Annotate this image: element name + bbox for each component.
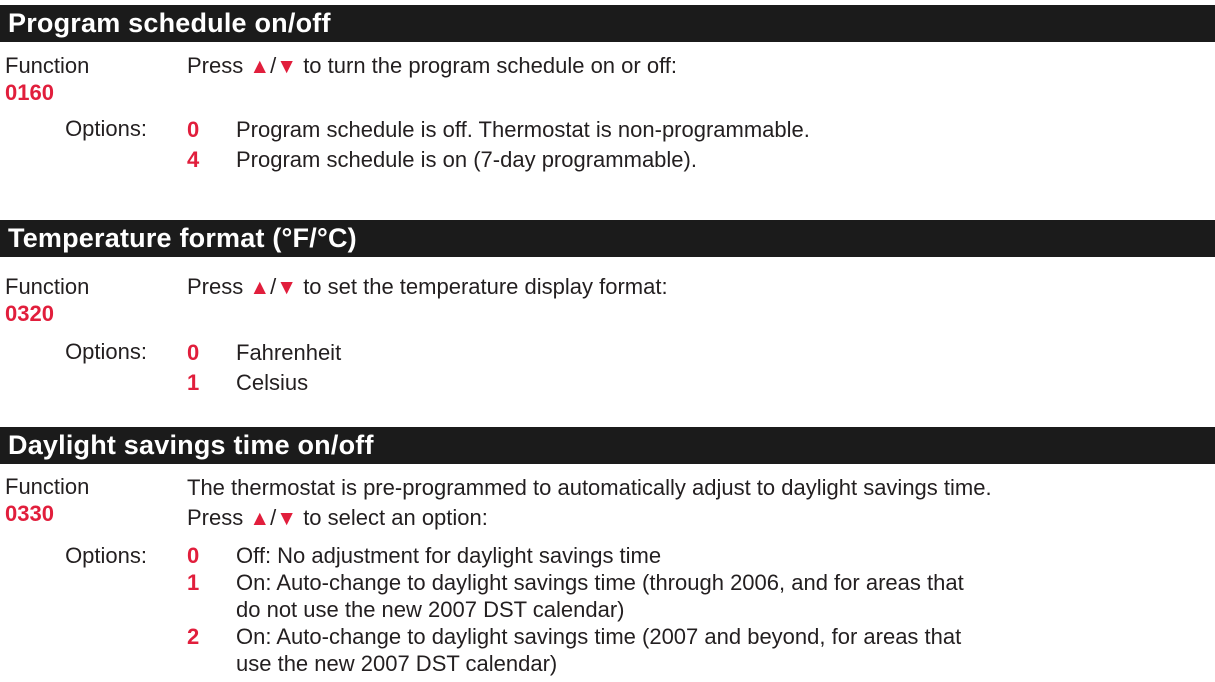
options-list	[187, 115, 1215, 175]
press-instruction	[187, 503, 1215, 534]
arrow-slash: /	[270, 53, 277, 78]
option-row	[187, 569, 1215, 623]
down-arrow-icon: ▼	[276, 276, 298, 299]
options-block	[0, 542, 1215, 677]
options-label: Options:	[65, 339, 147, 364]
option-row	[187, 338, 1215, 368]
press-prefix: Press	[187, 505, 250, 530]
up-arrow-icon: ▲	[249, 55, 271, 78]
option-value: 4	[187, 147, 200, 172]
option-text	[236, 145, 1215, 175]
option-row	[187, 368, 1215, 398]
section-daylight-savings	[0, 427, 1215, 677]
function-column	[0, 473, 187, 534]
function-label: Function	[5, 274, 90, 299]
function-code: 0160	[5, 80, 54, 105]
option-text	[236, 542, 1215, 569]
section-body	[0, 464, 1215, 677]
option-row	[187, 115, 1215, 145]
function-code: 0330	[5, 501, 54, 526]
function-column	[0, 273, 187, 327]
option-text	[236, 338, 1215, 368]
intro-line: The thermostat is pre-programmed to automatically adjust to daylight savings time.	[187, 475, 992, 500]
press-suffix: to set the temperature display format:	[297, 274, 668, 299]
option-text-line: On: Auto-change to daylight savings time (through 2006, and for areas that	[236, 570, 964, 595]
function-row	[0, 273, 1215, 327]
press-suffix: to select an option:	[297, 505, 488, 530]
function-label: Function	[5, 474, 90, 499]
options-block	[0, 338, 1215, 398]
press-instruction	[187, 52, 1215, 80]
arrow-slash: /	[270, 274, 277, 299]
down-arrow-icon: ▼	[276, 507, 298, 530]
options-block	[0, 115, 1215, 175]
option-row	[187, 623, 1215, 677]
section-title: Temperature format (°F/°C)	[8, 223, 357, 253]
option-value: 1	[187, 570, 200, 595]
options-label: Options:	[65, 543, 147, 568]
option-text-line: Program schedule is on (7-day programmable).	[236, 147, 697, 172]
options-list	[187, 338, 1215, 398]
description-column	[187, 52, 1215, 106]
option-text-line: use the new 2007 DST calendar)	[236, 651, 558, 676]
option-row	[187, 145, 1215, 175]
section-title: Program schedule on/off	[8, 8, 331, 38]
function-label: Function	[5, 53, 90, 78]
option-value: 0	[187, 543, 200, 568]
arrow-slash: /	[270, 505, 277, 530]
option-value: 0	[187, 117, 200, 142]
press-prefix: Press	[187, 274, 250, 299]
option-value: 1	[187, 370, 200, 395]
option-text-line: do not use the new 2007 DST calendar)	[236, 597, 625, 622]
option-text-line: Celsius	[236, 370, 309, 395]
section-body	[0, 42, 1215, 175]
option-text	[236, 368, 1215, 398]
option-text	[236, 569, 1215, 623]
options-list	[187, 542, 1215, 677]
options-label: Options:	[65, 116, 147, 141]
option-text-line: Fahrenheit	[236, 340, 342, 365]
option-value: 2	[187, 624, 200, 649]
description-column	[187, 473, 1215, 534]
description-column	[187, 273, 1215, 327]
function-row	[0, 473, 1215, 534]
option-text-line: On: Auto-change to daylight savings time (2007 and beyond, for areas that	[236, 624, 962, 649]
down-arrow-icon: ▼	[276, 55, 298, 78]
option-row	[187, 542, 1215, 569]
up-arrow-icon: ▲	[249, 276, 271, 299]
up-arrow-icon: ▲	[249, 507, 271, 530]
section-header	[0, 5, 1215, 42]
section-temperature-format	[0, 220, 1215, 398]
section-body	[0, 257, 1215, 398]
option-text-line: Off: No adjustment for daylight savings time	[236, 543, 662, 568]
press-suffix: to turn the program schedule on or off:	[297, 53, 678, 78]
option-text	[236, 115, 1215, 145]
press-prefix: Press	[187, 53, 250, 78]
section-header	[0, 427, 1215, 464]
option-text	[236, 623, 1215, 677]
section-header	[0, 220, 1215, 257]
function-column	[0, 52, 187, 106]
press-instruction	[187, 273, 1215, 301]
function-row	[0, 52, 1215, 106]
option-text-line: Program schedule is off. Thermostat is non-programmable.	[236, 117, 810, 142]
section-title: Daylight savings time on/off	[8, 430, 374, 460]
function-code: 0320	[5, 301, 54, 326]
option-value: 0	[187, 340, 200, 365]
section-program-schedule	[0, 5, 1215, 175]
